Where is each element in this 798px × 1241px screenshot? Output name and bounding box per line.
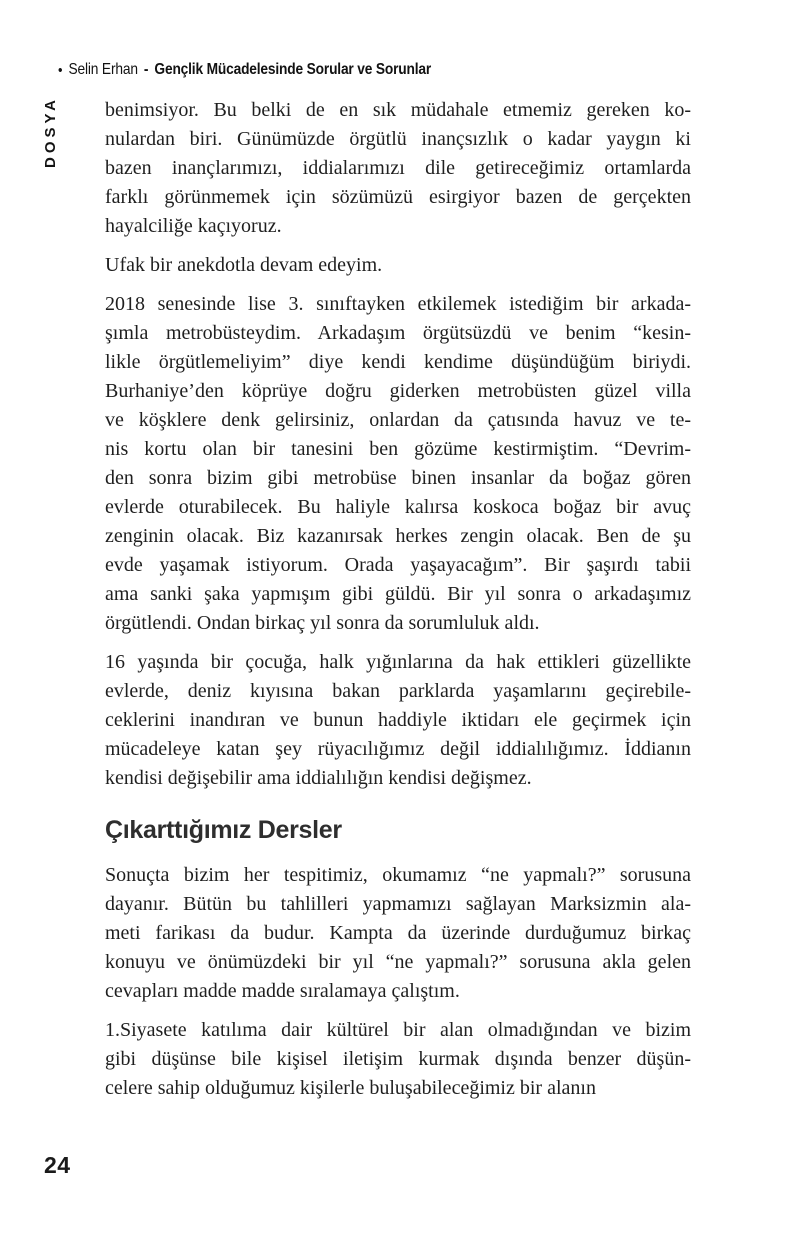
text-line: bazen inançlarımızı, iddialarımızı dile getireceğimiz ortamlarda bbox=[105, 157, 691, 179]
text-line: mücadeleye katan şey rüyacılığımız değil iddialılığımız. İddianın bbox=[105, 738, 691, 760]
text-line: likle örgütlemeliyim” diye kendi kendime düşündüğüm biriydi. bbox=[105, 351, 691, 373]
text-line: evde yaşamak istiyorum. Orada yaşayacağım”. Bir şaşırdı tabii bbox=[105, 554, 691, 576]
header-author: Selin Erhan bbox=[68, 61, 138, 78]
text-line: Burhaniye’den köprüye doğru giderken metrobüsten güzel villa bbox=[105, 380, 691, 402]
text-line: 1.Siyasete katılıma dair kültürel bir alan olmadığından ve bizim bbox=[105, 1019, 691, 1041]
text-line: nulardan biri. Günümüzde örgütlü inançsızlık o kadar yaygın ki bbox=[105, 128, 691, 150]
running-header bbox=[58, 61, 431, 79]
text-line: farklı görünmemek için sözümüzü esirgiyor bazen de gerçekten bbox=[105, 186, 691, 208]
text-line: nis kortu olan bir tanesini ben gözüme kestirmiştim. “Devrim- bbox=[105, 438, 691, 460]
paragraph bbox=[105, 648, 691, 793]
paragraph bbox=[105, 861, 691, 1006]
bullet-icon: • bbox=[58, 61, 63, 79]
text-line: evlerde, deniz kıyısına bakan parklarda yaşamlarını geçirebile- bbox=[105, 680, 691, 702]
text-line: ama sanki şaka yapmışım gibi güldü. Bir yıl sonra o arkadaşımız bbox=[105, 583, 691, 605]
text-line: den sonra bizim gibi metrobüse binen insanlar da boğaz gören bbox=[105, 467, 691, 489]
text-line: hayalciliğe kaçıyoruz. bbox=[105, 215, 282, 237]
text-line: ceklerini inandıran ve bunun haddiyle iktidarı ele geçirmek için bbox=[105, 709, 691, 731]
page-number: 24 bbox=[44, 1152, 71, 1178]
text-line: örgütlendi. Ondan birkaç yıl sonra da sorumluluk aldı. bbox=[105, 612, 540, 634]
text-line: 2018 senesinde lise 3. sınıftayken etkilemek istediğim bir arkada- bbox=[105, 293, 691, 315]
text-line: gibi düşünse bile kişisel iletişim kurmak dışında benzer düşün- bbox=[105, 1048, 691, 1070]
text-line: 16 yaşında bir çocuğa, halk yığınlarına da hak ettikleri güzellikte bbox=[105, 651, 691, 673]
text-line: meti farikası da budur. Kampta da üzerinde durduğumuz birkaç bbox=[105, 922, 691, 944]
header-separator: - bbox=[143, 61, 149, 78]
text-line: cevapları madde madde sıralamaya çalıştım. bbox=[105, 980, 460, 1002]
text-line: benimsiyor. Bu belki de en sık müdahale etmemiz gereken ko- bbox=[105, 99, 691, 121]
text-line: zenginin olacak. Biz kazanırsak herkes zengin olacak. Ben de şu bbox=[105, 525, 691, 547]
text-line: ve köşklere denk gelirsiniz, onlardan da çatısında havuz ve te- bbox=[105, 409, 691, 431]
text-line: kendisi değişebilir ama iddialılığın kendisi değişmez. bbox=[105, 767, 532, 789]
paragraph bbox=[105, 290, 691, 638]
paragraph bbox=[105, 251, 691, 280]
header-book-title: Gençlik Mücadelesinde Sorular ve Sorunlar bbox=[154, 61, 432, 78]
text-column bbox=[105, 96, 691, 1103]
text-line: celere sahip olduğumuz kişilerle buluşabileceğimiz bir alanın bbox=[105, 1077, 596, 1099]
paragraph bbox=[105, 1016, 691, 1103]
text-line: evlerde oturabilecek. Bu haliyle kalırsa koskoca boğaz bir avuç bbox=[105, 496, 691, 518]
text-line: dayanır. Bütün bu tahlilleri yapmamızı sağlayan Marksizmin ala- bbox=[105, 893, 691, 915]
text-line: Ufak bir anekdotla devam edeyim. bbox=[105, 254, 383, 276]
section-label-vertical: DOSYA bbox=[42, 96, 59, 168]
paragraph bbox=[105, 96, 691, 241]
section-heading: Çıkarttığımız Dersler bbox=[105, 816, 342, 844]
text-line: konuyu ve önümüzdeki bir yıl “ne yapmalı?” sorusuna akla gelen bbox=[105, 951, 691, 973]
text-line: şımla metrobüsteydim. Arkadaşım örgütsüzdü ve benim “kesin- bbox=[105, 322, 691, 344]
text-line: Sonuçta bizim her tespitimiz, okumamız “ne yapmalı?” sorusuna bbox=[105, 864, 691, 886]
